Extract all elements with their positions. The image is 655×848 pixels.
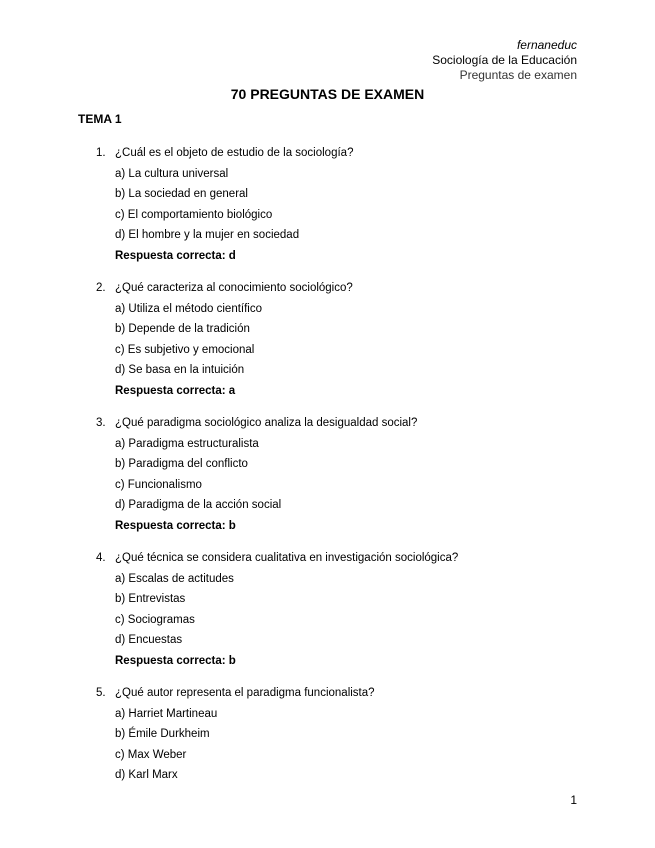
question-text: ¿Qué autor representa el paradigma funcionalista?: [115, 687, 375, 699]
option-c: c) El comportamiento biológico: [115, 208, 273, 221]
question-4: [96, 548, 596, 671]
option-d: d) Karl Marx: [115, 769, 178, 781]
option-b: b) Entrevistas: [115, 593, 186, 605]
option-list: [96, 704, 596, 786]
option-a: a) Harriet Martineau: [115, 707, 218, 720]
question-row: [96, 278, 596, 299]
question-text: ¿Cuál es el objeto de estudio de la sociología?: [115, 147, 354, 159]
header-author: fernaneduc: [516, 38, 577, 52]
option-list: [96, 569, 596, 672]
header-subtitle: Preguntas de examen: [459, 68, 577, 82]
document-title: 70 PREGUNTAS DE EXAMEN: [230, 86, 425, 102]
question-row: [96, 683, 596, 704]
option-a: a) Escalas de actitudes: [115, 572, 234, 585]
question-number: 5.: [96, 687, 106, 699]
option-d: d) Paradigma de la acción social: [115, 499, 282, 511]
question-number: 4.: [96, 552, 106, 564]
correct-answer: Respuesta correcta: b: [115, 519, 236, 532]
option-list: [96, 299, 596, 402]
option-b: b) Émile Durkheim: [115, 728, 210, 740]
option-a: a) La cultura universal: [115, 167, 229, 180]
option-b: b) Paradigma del conflicto: [115, 458, 248, 470]
option-c: c) Sociogramas: [115, 613, 195, 626]
correct-answer: Respuesta correcta: b: [115, 654, 236, 667]
option-d: d) Se basa en la intuición: [115, 364, 245, 376]
page-header: [432, 38, 577, 83]
question-2: [96, 278, 596, 401]
option-c: c) Funcionalismo: [115, 478, 202, 491]
question-1: [96, 143, 596, 266]
question-number: 1.: [96, 147, 106, 159]
option-b: b) Depende de la tradición: [115, 323, 250, 335]
question-text: ¿Qué técnica se considera cualitativa en investigación sociológica?: [115, 552, 459, 564]
question-row: [96, 413, 596, 434]
question-text: ¿Qué paradigma sociológico analiza la desigualdad social?: [115, 417, 418, 429]
option-c: c) Es subjetivo y emocional: [115, 343, 255, 356]
question-text: ¿Qué caracteriza al conocimiento sociológico?: [115, 282, 353, 294]
question-number: 2.: [96, 282, 106, 294]
option-d: d) Encuestas: [115, 634, 183, 646]
option-a: a) Paradigma estructuralista: [115, 437, 259, 450]
question-list: [96, 143, 596, 798]
option-c: c) Max Weber: [115, 748, 187, 761]
option-list: [96, 434, 596, 537]
question-5: [96, 683, 596, 786]
section-heading: TEMA 1: [78, 112, 122, 126]
option-b: b) La sociedad en general: [115, 188, 248, 200]
option-d: d) El hombre y la mujer en sociedad: [115, 229, 300, 241]
correct-answer: Respuesta correcta: d: [115, 249, 236, 262]
question-3: [96, 413, 596, 536]
question-row: [96, 548, 596, 569]
option-a: a) Utiliza el método científico: [115, 302, 263, 315]
question-number: 3.: [96, 417, 106, 429]
option-list: [96, 164, 596, 267]
header-course: Sociología de la Educación: [432, 53, 577, 67]
correct-answer: Respuesta correcta: a: [115, 384, 236, 397]
question-row: [96, 143, 596, 164]
page-number: 1: [570, 793, 577, 807]
